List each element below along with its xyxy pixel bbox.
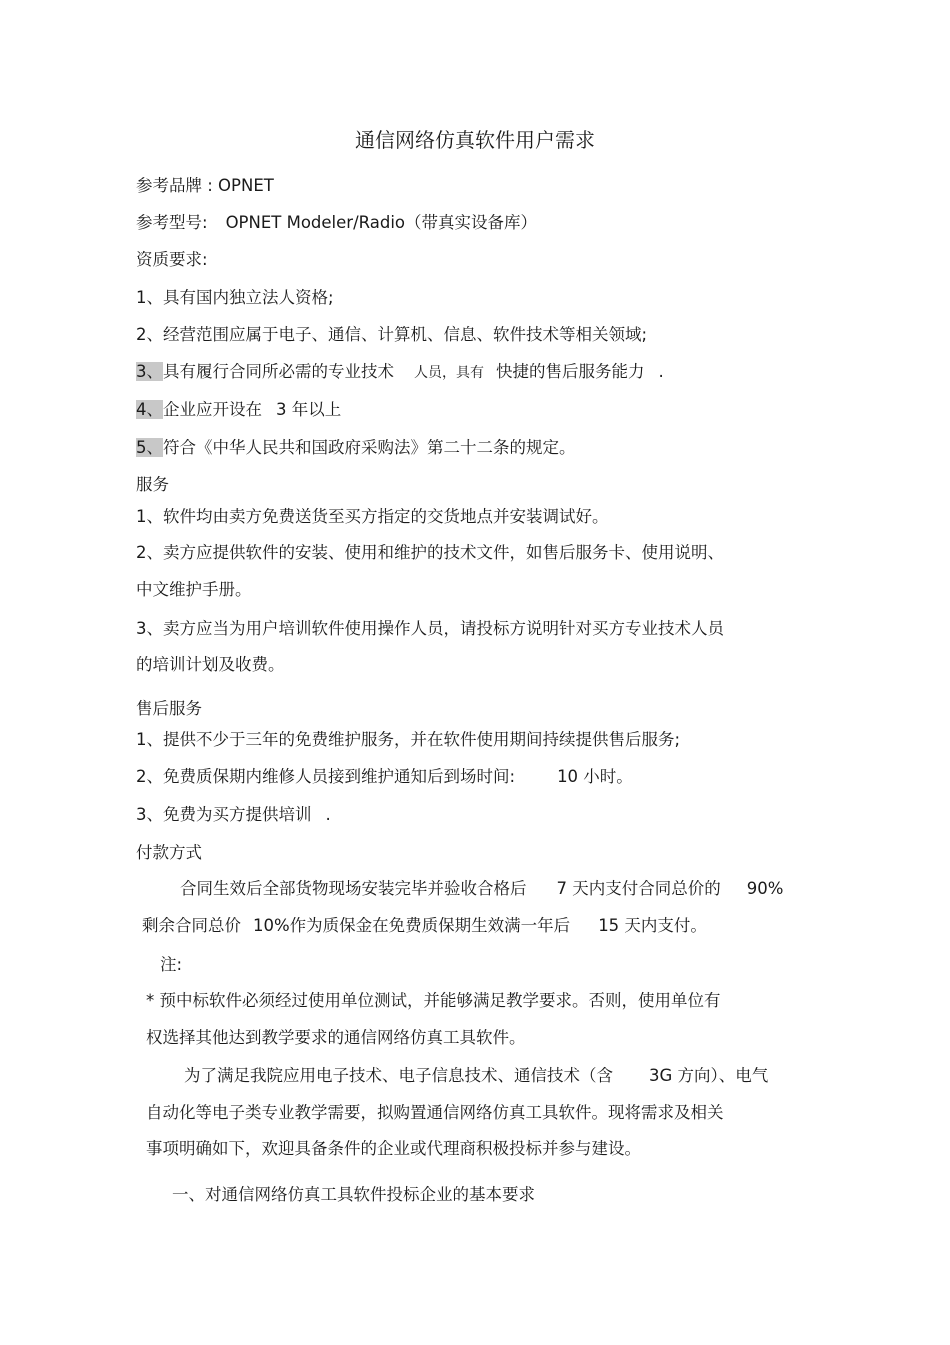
qualification-text: 具有履行合同所必需的专业技术 xyxy=(163,362,394,381)
item-number-highlight: 3、 xyxy=(136,362,163,381)
qualification-item-3 xyxy=(136,360,664,385)
qualification-period: . xyxy=(658,362,664,381)
payment-line-1 xyxy=(180,877,783,901)
payment-text: 7 天内支付合同总价的 xyxy=(556,879,721,898)
payment-text: 10%作为质保金在免费质保期生效满一年后 xyxy=(253,916,571,935)
intro-text: 3G 方向）、电气 xyxy=(649,1066,769,1085)
brand-line: 参考品牌 : OPNET xyxy=(136,176,274,195)
payment-heading: 付款方式 xyxy=(136,843,202,862)
item-number-highlight: 5、 xyxy=(136,438,163,457)
section-heading-1: 一、对通信网络仿真工具软件投标企业的基本要求 xyxy=(172,1185,535,1204)
after-sales-item-2 xyxy=(136,765,633,789)
payment-text: 15 天内支付。 xyxy=(598,916,707,935)
model-label: 参考型号: xyxy=(136,213,208,232)
after-sales-hours: 10 小时。 xyxy=(557,767,633,786)
intro-line-2: 自动化等电子类专业教学需要，拟购置通信网络仿真工具软件。现将需求及相关 xyxy=(146,1103,724,1122)
model-value: OPNET Modeler/Radio（带真实设备库） xyxy=(225,213,537,232)
note-item-1-cont: 权选择其他达到教学要求的通信网络仿真工具软件。 xyxy=(146,1028,526,1047)
service-item-1: 1、软件均由卖方免费送货至买方指定的交货地点并安装调试好。 xyxy=(136,507,609,526)
service-item-3-cont: 的培训计划及收费。 xyxy=(136,655,285,674)
note-label: 注: xyxy=(160,955,183,974)
after-sales-item-1: 1、提供不少于三年的免费维护服务，并在软件使用期间持续提供售后服务; xyxy=(136,730,681,749)
item-number-highlight: 4、 xyxy=(136,400,163,419)
intro-line-1 xyxy=(184,1064,768,1088)
after-sales-text: 2、免费质保期内维修人员接到维护通知后到场时间: xyxy=(136,767,516,786)
payment-line-2 xyxy=(142,914,707,938)
payment-text: 剩余合同总价 xyxy=(142,916,241,935)
service-item-3: 3、卖方应当为用户培训软件使用操作人员，请投标方说明针对买方专业技术人员 xyxy=(136,619,724,638)
qualification-text: 快捷的售后服务能力 xyxy=(496,362,645,381)
payment-text: 合同生效后全部货物现场安装完毕并验收合格后 xyxy=(180,879,527,898)
after-sales-item-3 xyxy=(136,803,331,827)
intro-line-3: 事项明确如下，欢迎具备条件的企业或代理商积极投标并参与建设。 xyxy=(146,1139,641,1158)
intro-text: 为了满足我院应用电子技术、电子信息技术、通信技术（含 xyxy=(184,1066,613,1085)
after-sales-period: . xyxy=(325,805,331,824)
service-heading: 服务 xyxy=(136,475,169,494)
qualification-item-5 xyxy=(136,436,576,460)
qualification-text: 3 年以上 xyxy=(276,400,342,419)
payment-percent: 90% xyxy=(746,879,784,898)
qualification-item-2: 2、经营范围应属于电子、通信、计算机、信息、软件技术等相关领域; xyxy=(136,325,648,344)
qualification-text-small: 人员，具有 xyxy=(414,365,484,381)
model-line xyxy=(136,211,537,235)
qualification-heading: 资质要求: xyxy=(136,250,208,269)
after-sales-text: 3、免费为买方提供培训 xyxy=(136,805,312,824)
service-item-2: 2、卖方应提供软件的安装、使用和维护的技术文件，如售后服务卡、使用说明、 xyxy=(136,543,724,562)
page-title: 通信网络仿真软件用户需求 xyxy=(355,128,595,152)
service-item-2-cont: 中文维护手册。 xyxy=(136,580,252,599)
qualification-text: 企业应开设在 xyxy=(163,400,262,419)
after-sales-heading: 售后服务 xyxy=(136,699,202,718)
note-item-1: * 预中标软件必须经过使用单位测试，并能够满足教学要求。否则，使用单位有 xyxy=(146,991,721,1010)
qualification-item-4 xyxy=(136,398,341,422)
qualification-text: 符合《中华人民共和国政府采购法》第二十二条的规定。 xyxy=(163,438,576,457)
qualification-item-1: 1、具有国内独立法人资格; xyxy=(136,288,334,307)
